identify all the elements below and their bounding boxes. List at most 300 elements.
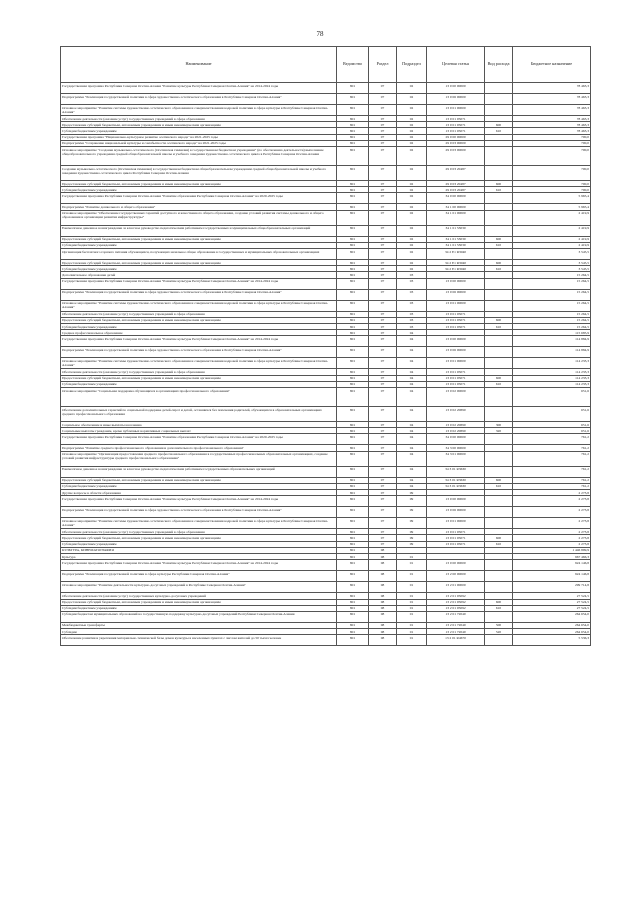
cell-sec: 08 — [369, 611, 397, 622]
cell-kind: 610 — [485, 187, 513, 193]
cell-dept: 801 — [337, 116, 369, 122]
cell-name: Подпрограмма "Реализация государственной политики в сфере художественно-эстетического образования в Республике Северная Осетия-Алания" — [61, 347, 337, 358]
cell-amount: 2 273,8 — [513, 529, 591, 535]
cell-kind: 600 — [485, 181, 513, 187]
cell-amount: 761,2 — [513, 445, 591, 451]
table-row — [61, 193, 591, 204]
cell-sub: 09 — [397, 490, 427, 496]
cell-sec: 07 — [369, 381, 397, 387]
cell-sub: 02 — [397, 249, 427, 260]
cell-target: 34 1 01 53030 — [427, 242, 485, 248]
cell-sec: 07 — [369, 490, 397, 496]
cell-sub: 04 — [397, 422, 427, 428]
cell-sub: 09 — [397, 518, 427, 529]
cell-target: 34 3 00 00000 — [427, 445, 485, 451]
cell-sec: 07 — [369, 260, 397, 266]
cell-sec: 07 — [369, 181, 397, 187]
cell-sub: 02 — [397, 122, 427, 128]
col-header-dept: Ведомство — [337, 47, 369, 83]
table-row — [61, 347, 591, 358]
table-body — [61, 83, 591, 646]
cell-name: Основное мероприятие "Развитие системы художественно-эстетического образования и совершенствования кадровой политики в сфере культуры в Республике Северная Осетия-Алания" — [61, 105, 337, 116]
cell-dept: 801 — [337, 369, 369, 375]
cell-target: 13 0 00 00000 — [427, 496, 485, 507]
table-row — [61, 518, 591, 529]
cell-name: Обеспечение деятельности (оказание услуг) государственных культурно-досуговых учреждений — [61, 593, 337, 599]
cell-amount: 115 685,9 — [513, 330, 591, 336]
cell-sec: 07 — [369, 166, 397, 181]
cell-target: 13 2 01 R4670 — [427, 635, 485, 646]
cell-name: Основное мероприятие "Обеспечение государственных гарантий доступного и качественного общего образования, создание условий развития системы дошкольного и общего образования и организации развития инфраструктуры" — [61, 210, 337, 225]
cell-dept: 801 — [337, 122, 369, 128]
cell-name: Субсидии бюджетным учреждениям — [61, 187, 337, 193]
cell-target: 13 0 01 05071 — [427, 375, 485, 381]
cell-name: Предоставление субсидий бюджетным, автономным учреждениям и иным некоммерческим организациям — [61, 122, 337, 128]
cell-amount: 78 463,3 — [513, 116, 591, 122]
cell-sec: 07 — [369, 518, 397, 529]
cell-sub: 04 — [397, 483, 427, 489]
cell-kind — [485, 193, 513, 204]
cell-amount: 15 264,5 — [513, 324, 591, 330]
cell-kind — [485, 249, 513, 260]
cell-sec: 07 — [369, 477, 397, 483]
cell-target: 13 0 01 00000 — [427, 358, 485, 369]
col-header-subsection: Подраздел — [397, 47, 427, 83]
cell-target: 13 2 01 00000 — [427, 582, 485, 593]
table-row — [61, 496, 591, 507]
cell-target: 29 0 03 20487 — [427, 166, 485, 181]
cell-name: Предоставление субсидий бюджетным, автономным учреждениям и иным некоммерческим организациям — [61, 236, 337, 242]
cell-sub: 01 — [397, 582, 427, 593]
cell-name: Предоставление субсидий бюджетным, автономным учреждениям и иным некоммерческим организациям — [61, 477, 337, 483]
cell-kind: 500 — [485, 622, 513, 628]
cell-amount: 3 545,5 — [513, 260, 591, 266]
cell-kind — [485, 407, 513, 422]
cell-dept: 801 — [337, 529, 369, 535]
cell-name: Подпрограмма "Развитие дошкольного и общего образования" — [61, 204, 337, 210]
cell-sec: 07 — [369, 134, 397, 140]
cell-name: Обеспечение развития и укрепления материально-технической базы домов культуры в населенных пунктах с числом жителей до 50 тысяч человек — [61, 635, 337, 646]
cell-sec: 07 — [369, 358, 397, 369]
cell-amount: 264 654,0 — [513, 622, 591, 628]
cell-dept: 801 — [337, 375, 369, 381]
cell-amount: 651,6 — [513, 422, 591, 428]
cell-amount: 5 965,4 — [513, 193, 591, 204]
cell-sec: 08 — [369, 605, 397, 611]
cell-target: 29 0 03 00000 — [427, 140, 485, 146]
cell-sub: 09 — [397, 541, 427, 547]
cell-sub: 02 — [397, 94, 427, 105]
cell-sec: 07 — [369, 204, 397, 210]
cell-sec: 07 — [369, 128, 397, 134]
cell-target: 34 0 00 00000 — [427, 193, 485, 204]
cell-target: 13 0 01 05071 — [427, 541, 485, 547]
cell-sub: 01 — [397, 611, 427, 622]
cell-sec: 07 — [369, 541, 397, 547]
cell-name: Дополнительное образование детей — [61, 272, 337, 278]
cell-target: 13 0 01 05071 — [427, 128, 485, 134]
cell-amount: 761,2 — [513, 466, 591, 477]
cell-name: Подпрограмма "Развитие среднего профессионального образования и дополнительного профессионального образования" — [61, 445, 337, 451]
cell-dept: 801 — [337, 266, 369, 272]
cell-name: Государственная программа Республики Северная Осетия-Алания "Развитие образования Республики Северная Осетия-Алания" на 2020-2025 годы — [61, 193, 337, 204]
cell-dept: 801 — [337, 289, 369, 300]
cell-kind — [485, 582, 513, 593]
cell-kind — [485, 300, 513, 311]
cell-name: Основное мероприятие "Развитие деятельности культурно-досуговых учреждений в Республике Северная Осетия-Алания" — [61, 582, 337, 593]
cell-sub: 01 — [397, 605, 427, 611]
cell-sec: 07 — [369, 496, 397, 507]
cell-dept: 801 — [337, 242, 369, 248]
cell-kind: 600 — [485, 122, 513, 128]
cell-target: 13 0 06 00000 — [427, 347, 485, 358]
cell-kind: 610 — [485, 483, 513, 489]
cell-name: Ежемесячное денежное вознаграждение за классное руководство педагогическим работникам государственных образовательных организаций — [61, 466, 337, 477]
cell-target: 13 2 01 05092 — [427, 605, 485, 611]
table-row — [61, 388, 591, 407]
cell-name: Субсидии бюджетным учреждениям — [61, 266, 337, 272]
cell-sub: 04 — [397, 477, 427, 483]
cell-sub: 02 — [397, 187, 427, 193]
cell-name: Обеспечение дополнительных гарантий по социальной поддержке детей-сирот и детей, оставшихся без попечения родителей, обучающихся в образовательных организациях среднего профессионального образования — [61, 407, 337, 422]
cell-kind: 320 — [485, 428, 513, 434]
cell-dept: 801 — [337, 128, 369, 134]
cell-sub: 02 — [397, 193, 427, 204]
cell-sub: 01 — [397, 629, 427, 635]
cell-name: Ежемесячное денежное вознаграждение за классное руководство педагогическим работникам государственных и муниципальных общеобразовательных организаций — [61, 225, 337, 236]
cell-name: Социальное обеспечение и иные выплаты населению — [61, 422, 337, 428]
cell-amount: 761,2 — [513, 483, 591, 489]
cell-sec: 08 — [369, 560, 397, 571]
cell-target: 13 0 01 05071 — [427, 369, 485, 375]
cell-sub: 01 — [397, 560, 427, 571]
cell-sec: 08 — [369, 622, 397, 628]
cell-target: 34 1 01 53030 — [427, 225, 485, 236]
cell-amount: 15 264,5 — [513, 289, 591, 300]
cell-amount: 27 524,5 — [513, 593, 591, 599]
cell-sec: 07 — [369, 434, 397, 445]
cell-name: Предоставление субсидий бюджетным, автономным учреждениям и иным некоммерческим организациям — [61, 599, 337, 605]
cell-dept: 801 — [337, 451, 369, 466]
cell-name: Субсидии бюджетным учреждениям — [61, 541, 337, 547]
cell-target: 13 0 02 20890 — [427, 422, 485, 428]
cell-sub: 02 — [397, 204, 427, 210]
cell-sub: 04 — [397, 330, 427, 336]
cell-kind — [485, 94, 513, 105]
cell-dept: 801 — [337, 278, 369, 289]
cell-kind: 600 — [485, 599, 513, 605]
cell-dept: 801 — [337, 554, 369, 560]
table-row — [61, 466, 591, 477]
cell-amount: 651,6 — [513, 407, 591, 422]
cell-amount: 78 463,3 — [513, 105, 591, 116]
cell-sec: 07 — [369, 122, 397, 128]
cell-amount: 2 419,9 — [513, 242, 591, 248]
cell-target: 34 2 E1 R3040 — [427, 266, 485, 272]
cell-target: 13 0 06 00000 — [427, 94, 485, 105]
cell-amount: 700,0 — [513, 140, 591, 146]
cell-name: Подпрограмма "Реализация государственной политики в сфере культуры Республики Северная Осетия-Алания" — [61, 571, 337, 582]
cell-amount: 114 233,3 — [513, 369, 591, 375]
cell-target: 13 0 01 05071 — [427, 381, 485, 387]
cell-name: Предоставление субсидий бюджетным, автономным учреждениям и иным некоммерческим организациям — [61, 535, 337, 541]
cell-kind — [485, 210, 513, 225]
cell-target: 13 2 01 72040 — [427, 611, 485, 622]
cell-sec: 07 — [369, 116, 397, 122]
cell-name: Подпрограмма "Сохранение национальной культуры и самобытности осетинского народа" на 2021-2025 годы — [61, 140, 337, 146]
col-header-name: Наименование — [61, 47, 337, 83]
cell-sub: 02 — [397, 260, 427, 266]
cell-sub: 04 — [397, 407, 427, 422]
cell-sub: 03 — [397, 289, 427, 300]
cell-sub: 02 — [397, 210, 427, 225]
cell-sub: 09 — [397, 496, 427, 507]
cell-sec: 07 — [369, 289, 397, 300]
cell-sec: 07 — [369, 278, 397, 289]
cell-dept: 801 — [337, 94, 369, 105]
table-row — [61, 358, 591, 369]
cell-name: Культура — [61, 554, 337, 560]
cell-amount: 114 884,9 — [513, 336, 591, 347]
cell-dept: 801 — [337, 140, 369, 146]
cell-kind — [485, 434, 513, 445]
cell-name: Организация бесплатного горячего питания обучающихся, получающих начальное общее образование в государственных и муниципальных образовательных организациях — [61, 249, 337, 260]
table-row — [61, 611, 591, 622]
cell-amount: 761,2 — [513, 477, 591, 483]
cell-sub: 04 — [397, 445, 427, 451]
cell-dept: 801 — [337, 445, 369, 451]
cell-dept: 801 — [337, 422, 369, 428]
cell-amount: 27 524,5 — [513, 599, 591, 605]
cell-kind: 600 — [485, 375, 513, 381]
cell-amount: 700,0 — [513, 147, 591, 166]
cell-kind — [485, 147, 513, 166]
cell-dept: 801 — [337, 336, 369, 347]
cell-amount: 2 273,8 — [513, 507, 591, 518]
cell-dept: 801 — [337, 105, 369, 116]
cell-amount: 2 419,9 — [513, 225, 591, 236]
table-row — [61, 94, 591, 105]
cell-dept: 801 — [337, 582, 369, 593]
cell-sub: 04 — [397, 466, 427, 477]
cell-sec: 07 — [369, 105, 397, 116]
cell-sub: 04 — [397, 388, 427, 407]
cell-name: Обеспечение деятельности (оказание услуг) государственных учреждений в сфере образования — [61, 116, 337, 122]
cell-amount: 15 264,5 — [513, 272, 591, 278]
cell-dept: 801 — [337, 181, 369, 187]
table-row — [61, 571, 591, 582]
page-number: 78 — [316, 30, 324, 38]
cell-sub: 02 — [397, 134, 427, 140]
cell-kind — [485, 611, 513, 622]
cell-amount: 761,2 — [513, 451, 591, 466]
cell-sub: 01 — [397, 622, 427, 628]
cell-target: 13 0 01 00000 — [427, 105, 485, 116]
cell-sec: 07 — [369, 266, 397, 272]
cell-amount: 299 714,8 — [513, 582, 591, 593]
cell-sub: 04 — [397, 358, 427, 369]
cell-dept: 801 — [337, 236, 369, 242]
cell-name: Государственная программа Республики Северная Осетия-Алания "Развитие культуры Республики Северная Осетия-Алания" на 2014-2024 годы — [61, 496, 337, 507]
cell-kind — [485, 496, 513, 507]
cell-dept: 801 — [337, 134, 369, 140]
cell-target: 13 0 06 00000 — [427, 289, 485, 300]
cell-sub: 03 — [397, 300, 427, 311]
cell-name: Обеспечение деятельности (оказание услуг) государственных учреждений в сфере образования — [61, 369, 337, 375]
cell-sec: 07 — [369, 336, 397, 347]
cell-sub: 09 — [397, 529, 427, 535]
cell-name: Подпрограмма "Реализация государственной политики в сфере художественно-эстетического образования в Республике Северная Осетия-Алания" — [61, 94, 337, 105]
cell-sub: 09 — [397, 507, 427, 518]
table-row — [61, 336, 591, 347]
cell-kind — [485, 225, 513, 236]
cell-target: 13 2 01 05092 — [427, 599, 485, 605]
cell-sub: 04 — [397, 428, 427, 434]
cell-sec: 07 — [369, 451, 397, 466]
cell-sub: 04 — [397, 381, 427, 387]
cell-kind — [485, 336, 513, 347]
cell-dept: 801 — [337, 330, 369, 336]
cell-dept: 801 — [337, 622, 369, 628]
cell-amount: 700,0 — [513, 181, 591, 187]
cell-sec: 07 — [369, 428, 397, 434]
cell-sub: 02 — [397, 147, 427, 166]
cell-kind — [485, 289, 513, 300]
cell-target: 34 3 01 R3630 — [427, 466, 485, 477]
cell-target: 34 1 00 00000 — [427, 204, 485, 210]
cell-dept: 801 — [337, 611, 369, 622]
cell-sub: 01 — [397, 593, 427, 599]
table-row — [61, 635, 591, 646]
col-header-target: Целевая статья — [427, 47, 485, 83]
cell-amount: 264 654,0 — [513, 629, 591, 635]
cell-name: КУЛЬТУРА, КИНЕМАТОГРАФИЯ — [61, 547, 337, 553]
table-row — [61, 582, 591, 593]
cell-sec: 08 — [369, 547, 397, 553]
cell-sub: 01 — [397, 554, 427, 560]
cell-sub: 09 — [397, 535, 427, 541]
cell-kind — [485, 83, 513, 94]
cell-target: 34 2 E1 R3040 — [427, 260, 485, 266]
col-header-section: Раздел — [369, 47, 397, 83]
cell-name: Государственная программа Республики Северная Осетия-Алания "Развитие культуры Республики Северная Осетия-Алания" на 2014-2024 годы — [61, 560, 337, 571]
cell-sec: 07 — [369, 83, 397, 94]
cell-amount: 2 273,8 — [513, 490, 591, 496]
cell-dept: 801 — [337, 635, 369, 646]
cell-sec: 07 — [369, 311, 397, 317]
cell-name: Субсидии бюджетным учреждениям — [61, 324, 337, 330]
cell-sub: 02 — [397, 181, 427, 187]
cell-kind — [485, 388, 513, 407]
cell-dept: 801 — [337, 324, 369, 330]
cell-sub: 04 — [397, 451, 427, 466]
table-row — [61, 289, 591, 300]
cell-kind — [485, 635, 513, 646]
cell-target: 13 2 01 05092 — [427, 593, 485, 599]
cell-sec: 07 — [369, 317, 397, 323]
cell-target: 13 2 00 00000 — [427, 571, 485, 582]
cell-target: 29 0 03 00000 — [427, 147, 485, 166]
cell-target: 13 0 01 05071 — [427, 311, 485, 317]
cell-target: 34 3 01 00000 — [427, 451, 485, 466]
cell-amount: 5 965,4 — [513, 204, 591, 210]
cell-sec: 07 — [369, 388, 397, 407]
cell-amount: 78 463,3 — [513, 122, 591, 128]
cell-dept: 801 — [337, 272, 369, 278]
cell-name: Субсидии бюджетным учреждениям — [61, 242, 337, 248]
cell-name: Государственная программа Республики Северная Осетия-Алания "Развитие образования Республики Северная Осетия-Алания" на 2020-2025 годы — [61, 434, 337, 445]
cell-kind — [485, 166, 513, 181]
cell-name: Основное мероприятие "Социальная поддержка обучающихся в организациях профессионального образования" — [61, 388, 337, 407]
cell-kind — [485, 451, 513, 466]
cell-amount: 700,0 — [513, 166, 591, 181]
cell-dept: 801 — [337, 428, 369, 434]
cell-dept: 801 — [337, 249, 369, 260]
cell-amount: 3 545,5 — [513, 266, 591, 272]
cell-name: Государственная программа Республики Северная Осетия-Алания "Развитие культуры Республики Северная Осетия-Алания" на 2014-2024 годы — [61, 278, 337, 289]
cell-dept: 801 — [337, 83, 369, 94]
cell-sec: 07 — [369, 324, 397, 330]
cell-kind — [485, 518, 513, 529]
cell-name: Среднее профессиональное образование — [61, 330, 337, 336]
cell-name: Государственная программа "Национально-культурное развитие осетинского народа" на 2021-2025 годы — [61, 134, 337, 140]
table-row — [61, 434, 591, 445]
cell-dept: 801 — [337, 434, 369, 445]
cell-name: Предоставление субсидий бюджетным, автономным учреждениям и иным некоммерческим организациям — [61, 375, 337, 381]
cell-target: 13 0 01 00000 — [427, 518, 485, 529]
cell-sec: 07 — [369, 407, 397, 422]
cell-sub: 02 — [397, 225, 427, 236]
cell-sec: 07 — [369, 272, 397, 278]
table-row — [61, 278, 591, 289]
cell-sub: 01 — [397, 599, 427, 605]
cell-dept: 801 — [337, 210, 369, 225]
cell-amount: 15 264,5 — [513, 311, 591, 317]
cell-name: Субсидии бюджетным учреждениям — [61, 381, 337, 387]
cell-sub: 03 — [397, 317, 427, 323]
cell-dept: 801 — [337, 571, 369, 582]
cell-sec: 07 — [369, 347, 397, 358]
cell-kind: 600 — [485, 317, 513, 323]
cell-name: Другие вопросы в области образования — [61, 490, 337, 496]
cell-amount: 651,6 — [513, 428, 591, 434]
cell-amount: 15 264,5 — [513, 278, 591, 289]
cell-amount: 27 524,5 — [513, 605, 591, 611]
cell-sub: 03 — [397, 272, 427, 278]
cell-dept: 801 — [337, 260, 369, 266]
cell-amount: 3 545,5 — [513, 249, 591, 260]
cell-sub: 02 — [397, 128, 427, 134]
cell-target: 13 0 02 20890 — [427, 407, 485, 422]
cell-dept: 801 — [337, 166, 369, 181]
cell-kind: 300 — [485, 422, 513, 428]
cell-target: 13 0 06 00000 — [427, 507, 485, 518]
cell-sec: 08 — [369, 593, 397, 599]
cell-name: Обеспечение деятельности (оказание услуг) государственных учреждений в сфере образования — [61, 529, 337, 535]
cell-dept: 801 — [337, 317, 369, 323]
cell-sec: 07 — [369, 483, 397, 489]
cell-sub: 02 — [397, 266, 427, 272]
cell-amount: 2 273,8 — [513, 496, 591, 507]
cell-kind — [485, 347, 513, 358]
cell-sec: 07 — [369, 210, 397, 225]
cell-sec: 08 — [369, 571, 397, 582]
cell-target: 13 0 02 20890 — [427, 428, 485, 434]
cell-kind — [485, 507, 513, 518]
cell-sec: 08 — [369, 629, 397, 635]
cell-name: Основное мероприятие "Развитие системы художественно-эстетического образования и совершенствования кадровой политики в сфере культуры в Республике Северная Осетия-Алания" — [61, 518, 337, 529]
cell-name: Основное мероприятие "Организация предоставления среднего профессионального образования в государственных профессиональных образовательных организациях, создание условий развития инфраструктуры среднего профессионального образования" — [61, 451, 337, 466]
